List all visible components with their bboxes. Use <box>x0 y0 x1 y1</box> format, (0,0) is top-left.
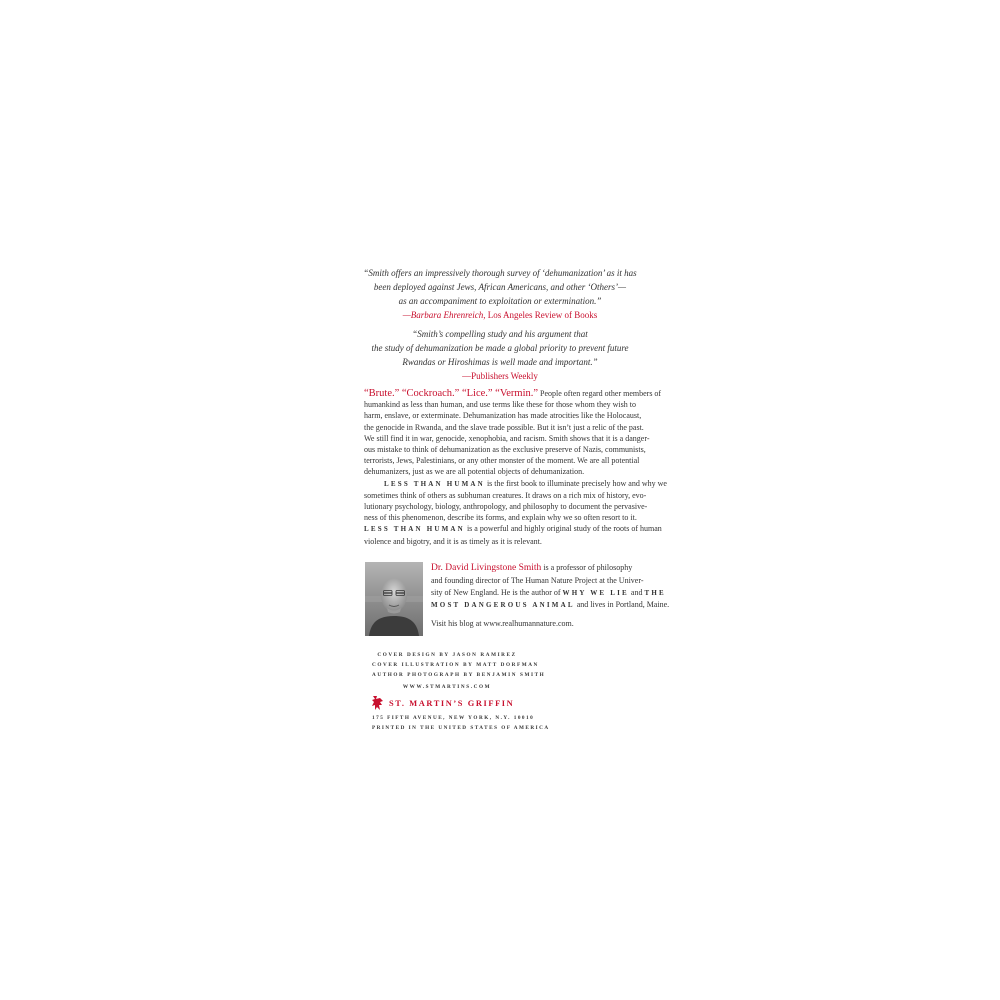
description-line: harm, enslave, or exterminate. Dehumanization has made atrocities like the Holocaust, <box>364 411 642 421</box>
description-line: lutionary psychology, biology, anthropology, and philosophy to document the pervasive- <box>364 502 648 512</box>
attribution-publication: Los Angeles Review of Books <box>487 310 598 320</box>
book-title: LESS THAN HUMAN <box>364 525 465 534</box>
bio-line: MOST DANGEROUS ANIMAL and lives in Portland, Maine. <box>431 600 670 610</box>
quote-line: “Smith offers an impressively thorough survey of ‘dehumanization’ as it has <box>363 268 637 278</box>
publisher-address <box>372 714 550 733</box>
description-line: the genocide in Rwanda, and the slave trade possible. But it isn’t just a relic of the past. <box>364 422 644 432</box>
review-quote-2 <box>340 327 660 383</box>
book-title: THE <box>644 588 666 597</box>
book-title: WHY WE LIE <box>562 588 629 597</box>
description-line: We still find it in war, genocide, xenophobia, and racism. Smith shows that it is a danger- <box>364 433 650 443</box>
description-line: ness of this phenomenon, describe its forms, and explain why we so often resort to it. <box>364 513 637 523</box>
author-photo <box>365 562 423 636</box>
quote-line: the study of dehumanization be made a global priority to prevent future <box>371 343 629 353</box>
description-line: humankind as less than human, and use terms like these for those whom they wish to <box>364 400 636 410</box>
description-line: terrorists, Jews, Palestinians, or any other monster of the moment. We are all potential <box>364 456 640 466</box>
description-line: LESS THAN HUMAN is a powerful and highly original study of the roots of human <box>364 524 662 534</box>
quote-attribution <box>340 308 660 322</box>
printed-in-line: PRINTED IN THE UNITED STATES OF AMERICA <box>372 724 550 731</box>
bio-line: Dr. David Livingstone Smith is a professor of philosophy <box>431 563 633 573</box>
book-title: MOST DANGEROUS ANIMAL <box>431 601 575 610</box>
author-name: Dr. David Livingstone Smith <box>431 563 542 573</box>
bio-line: sity of New England. He is the author of WHY WE LIE and THE <box>431 587 666 597</box>
author-bio <box>431 562 670 630</box>
description-line: dehumanizers, just as we are all potential objects of dehumanization. <box>364 467 585 477</box>
review-quote-1 <box>340 266 660 322</box>
credit-line: COVER ILLUSTRATION BY MATT DORFMAN <box>372 661 539 668</box>
griffin-logo-icon <box>371 695 385 711</box>
description-lead: “Brute.” “Cockroach.” “Lice.” “Vermin.” <box>364 388 539 399</box>
quote-line: “Smith’s compelling study and his argument that <box>412 329 588 339</box>
quote-line: Rwandas or Hiroshimas is well made and important.” <box>402 357 598 367</box>
attribution-name: —Barbara Ehrenreich, <box>402 310 486 320</box>
publisher-website: WWW.STMARTINS.COM <box>402 684 492 690</box>
book-description <box>364 388 667 547</box>
quote-line: as an accompaniment to exploitation or extermination.” <box>398 296 602 306</box>
author-blog: Visit his blog at www.realhumannature.com. <box>431 619 574 629</box>
publisher-name: ST. MARTIN’S GRIFFIN <box>389 699 515 708</box>
address-line: 175 FIFTH AVENUE, NEW YORK, N.Y. 10010 <box>372 715 535 721</box>
description-line: ous mistake to think of dehumanization as the exclusive preserve of Nazis, communists, <box>364 445 646 455</box>
quote-attribution <box>340 369 660 383</box>
description-line: LESS THAN HUMAN is the first book to illuminate precisely how and why we <box>384 478 667 488</box>
attribution-publication: —Publishers Weekly <box>462 371 538 381</box>
design-credits <box>372 651 546 680</box>
credit-line: COVER DESIGN BY JASON RAMIREZ <box>377 652 517 658</box>
description-line: “Brute.” “Cockroach.” “Lice.” “Vermin.” People often regard other members of <box>364 388 662 399</box>
book-title: LESS THAN HUMAN <box>384 479 485 488</box>
description-line: violence and bigotry, and it is as timely as it is relevant. <box>364 536 542 546</box>
quote-line: been deployed against Jews, African Americans, and other ‘Others’— <box>373 282 627 292</box>
credit-line: AUTHOR PHOTOGRAPH BY BENJAMIN SMITH <box>372 671 546 678</box>
bio-line: and founding director of The Human Nature Project at the Univer- <box>431 575 644 585</box>
description-line: sometimes think of others as subhuman creatures. It draws on a rich mix of history, evo- <box>364 490 647 500</box>
